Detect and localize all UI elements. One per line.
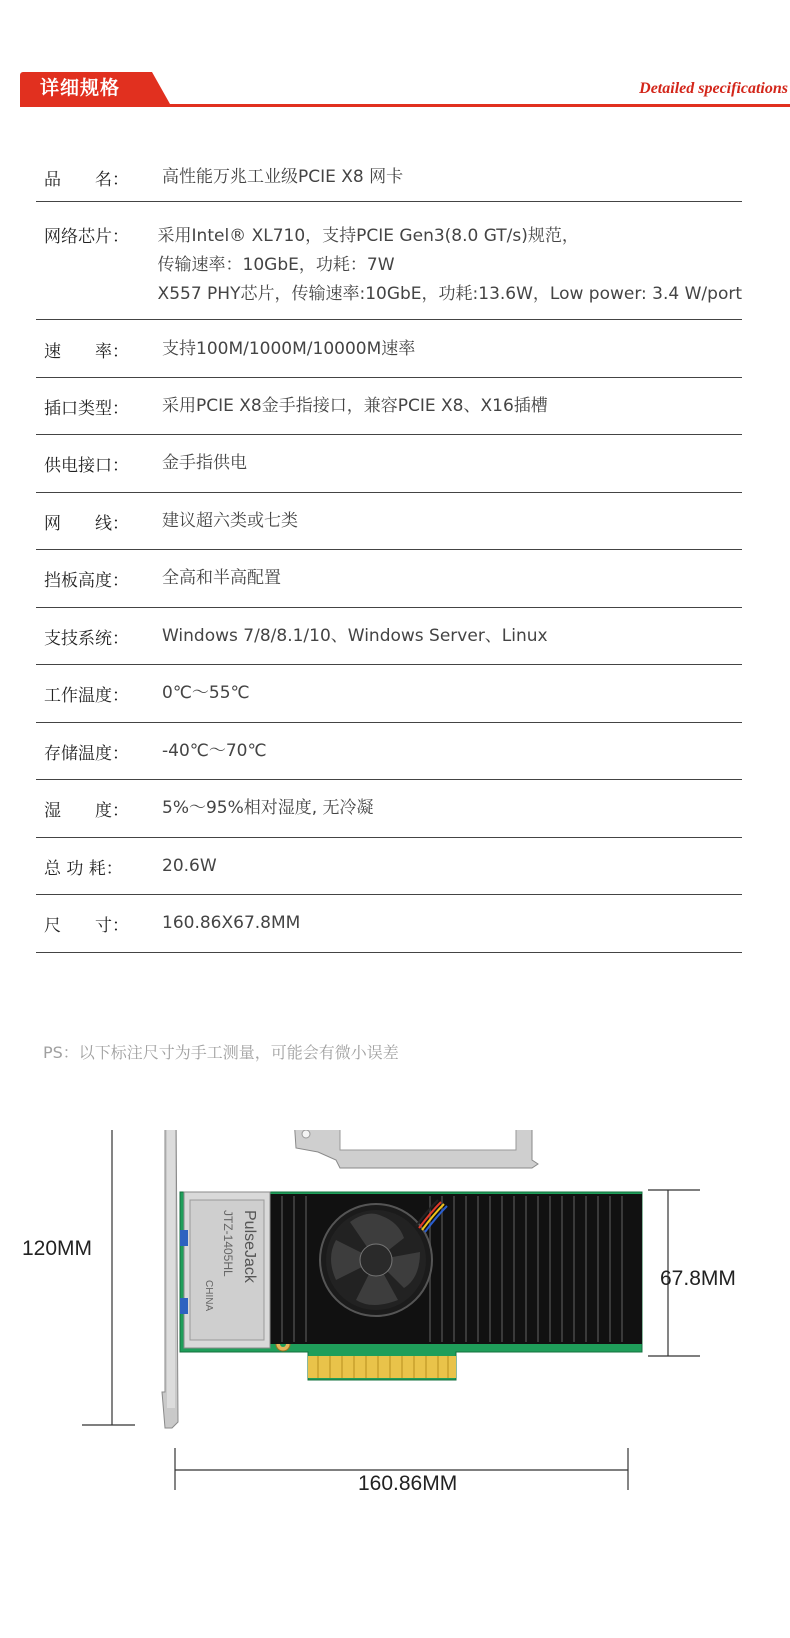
jack-origin-text: CHINA [203,1280,214,1312]
spec-value-line: 金手指供电 [162,453,247,473]
card-height-label: 67.8MM [660,1267,736,1290]
spec-value-line: 采用PCIE X8金手指接口，兼容PCIE X8、X16插槽 [162,396,548,416]
spec-label: 网 线： [44,514,129,534]
header-title-cn: 详细规格 [39,77,120,99]
spec-row [36,157,742,202]
spec-label: 湿 度： [44,801,129,821]
spec-table [36,157,742,953]
spec-value-line: 采用Intel® XL710，支持PCIE Gen3(8.0 GT/s)规范， [157,226,579,246]
height-label: 120MM [22,1237,93,1260]
spec-label: 品 名： [44,170,129,190]
spec-value-line: 高性能万兆工业级PCIE X8 网卡 [162,167,404,187]
spec-value [162,566,742,590]
spec-value [162,451,742,475]
spec-value [162,911,742,935]
spec-label: 网络芯片： [44,227,129,247]
measurement-note: PS：以下标注尺寸为手工测量，可能会有微小误差 [43,1043,399,1062]
spec-label: 存储温度： [44,744,129,764]
header-underline [20,104,790,107]
spec-value-line: Windows 7/8/8.1/10、Windows Server、Linux [162,626,548,646]
spec-value-line: 全高和半高配置 [162,568,281,588]
jack-brand-text: PulseJack [241,1210,258,1283]
length-label: 160.86MM [358,1472,458,1495]
half-height-bracket [294,1130,538,1168]
spec-row [36,838,742,895]
spec-row [36,723,742,780]
spec-row [36,493,742,550]
spec-value-line: 160.86X67.8MM [162,913,301,933]
spec-label: 总 功 耗： [44,859,123,879]
spec-value [162,796,742,820]
spec-value-line: X557 PHY芯片，传输速率:10GbE，功耗:13.6W，Low power: 3.4 W/port [157,284,742,304]
spec-row [36,665,742,723]
spec-label: 速 率： [44,342,129,362]
spec-row [36,378,742,435]
spec-value [162,337,742,361]
spec-row [36,780,742,838]
spec-row [36,435,742,493]
spec-label: 工作温度： [44,686,129,706]
spec-row [36,550,742,608]
spec-row [36,202,742,320]
cooling-fan [320,1204,432,1316]
spec-label: 尺 寸： [44,916,129,936]
spec-value-line: 建议超六类或七类 [162,511,298,531]
spec-value [162,165,742,189]
spec-value [162,739,742,763]
spec-value-line: 0℃～55℃ [162,683,250,703]
spec-label: 支技系统： [44,629,129,649]
spec-row [36,608,742,665]
spec-label: 插口类型： [44,399,129,419]
spec-row [36,895,742,953]
spec-value-line: -40℃～70℃ [162,741,267,761]
header-title-en: Detailed specifications [639,80,788,97]
full-height-bracket [135,1130,180,1428]
jack-model-text: JTZ-1405HL [221,1210,235,1277]
spec-value-line: 传输速率：10GbE，功耗：7W [157,255,395,275]
spec-value [158,222,742,309]
spec-value-line: 20.6W [162,856,217,876]
spec-label: 挡板高度： [44,571,129,591]
spec-row [36,320,742,378]
spec-label: 供电接口： [44,456,129,476]
spec-value [162,509,742,533]
network-card-illustration [0,1130,790,1590]
height-dimension-line [82,1130,135,1425]
spec-value [162,624,742,648]
spec-value-line: 5%～95%相对湿度, 无冷凝 [162,798,374,818]
spec-value [162,394,742,418]
spec-value-line: 支持100M/1000M/10000M速率 [162,339,416,359]
product-figure [0,1130,790,1590]
spec-value [162,854,742,878]
rj45-jack-block [180,1192,270,1348]
spec-value [162,681,742,705]
section-header [0,72,790,112]
